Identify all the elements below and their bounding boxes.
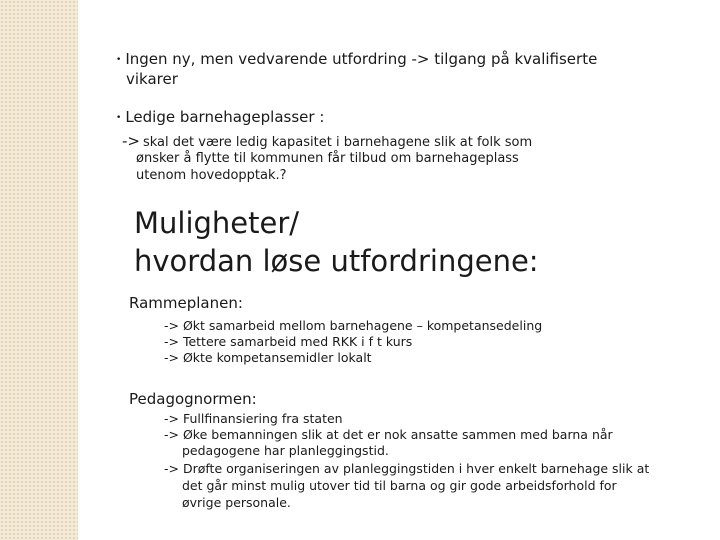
pedagognormen-item-1: -> Fullfinansiering fra staten xyxy=(164,411,343,426)
decorative-side-strip xyxy=(0,0,78,540)
pedagognormen-item-2: -> Øke bemanningen slik at det er nok ansatte sammen med barna når xyxy=(164,427,613,442)
rammeplanen-item: -> Tettere samarbeid med RKK i f t kurs xyxy=(164,334,413,349)
arrow-icon: -> xyxy=(122,132,140,150)
rammeplanen-title: Rammeplanen: xyxy=(129,294,243,312)
challenge-item-2-line-1 xyxy=(122,133,532,151)
challenge-item-1 xyxy=(116,50,597,72)
pedagognormen-item-3-continued: øvrige personale. xyxy=(182,495,291,510)
bullet-icon: • xyxy=(116,113,122,123)
challenge-item-1-continued: vikarer xyxy=(126,70,178,88)
challenge-item-2-title: Ledige barnehageplasser : xyxy=(125,108,325,126)
heading-line-2: hvordan løse utfordringene: xyxy=(134,244,539,278)
bullet-icon: • xyxy=(116,55,122,65)
pedagognormen-item-3-continued: det går minst mulig utover tid til barna og gir gode arbeidsforhold for xyxy=(182,478,617,493)
heading-line-1: Muligheter/ xyxy=(134,206,300,240)
rammeplanen-item: -> Økt samarbeid mellom barnehagene – kompetansedeling xyxy=(164,318,543,333)
challenge-item-1-text: Ingen ny, men vedvarende utfordring -> tilgang på kvalifiserte xyxy=(125,50,598,68)
rammeplanen-item: -> Økte kompetansemidler lokalt xyxy=(164,350,372,365)
pedagognormen-title: Pedagognormen: xyxy=(129,390,257,408)
challenge-item-2-line-2: ønsker å flytte til kommunen får tilbud om barnehageplass xyxy=(136,151,519,166)
challenge-item-2 xyxy=(116,108,324,130)
pedagognormen-item-3: -> Drøfte organiseringen av planleggingstiden i hver enkelt barnehage slik at xyxy=(164,461,650,476)
pedagognormen-item-2-continued: pedagogene har planleggingstid. xyxy=(182,443,389,458)
challenge-item-2-line-3: utenom hovedopptak.? xyxy=(136,168,287,183)
challenge-item-2-line-1-text: skal det være ledig kapasitet i barnehagene slik at folk som xyxy=(142,135,533,150)
